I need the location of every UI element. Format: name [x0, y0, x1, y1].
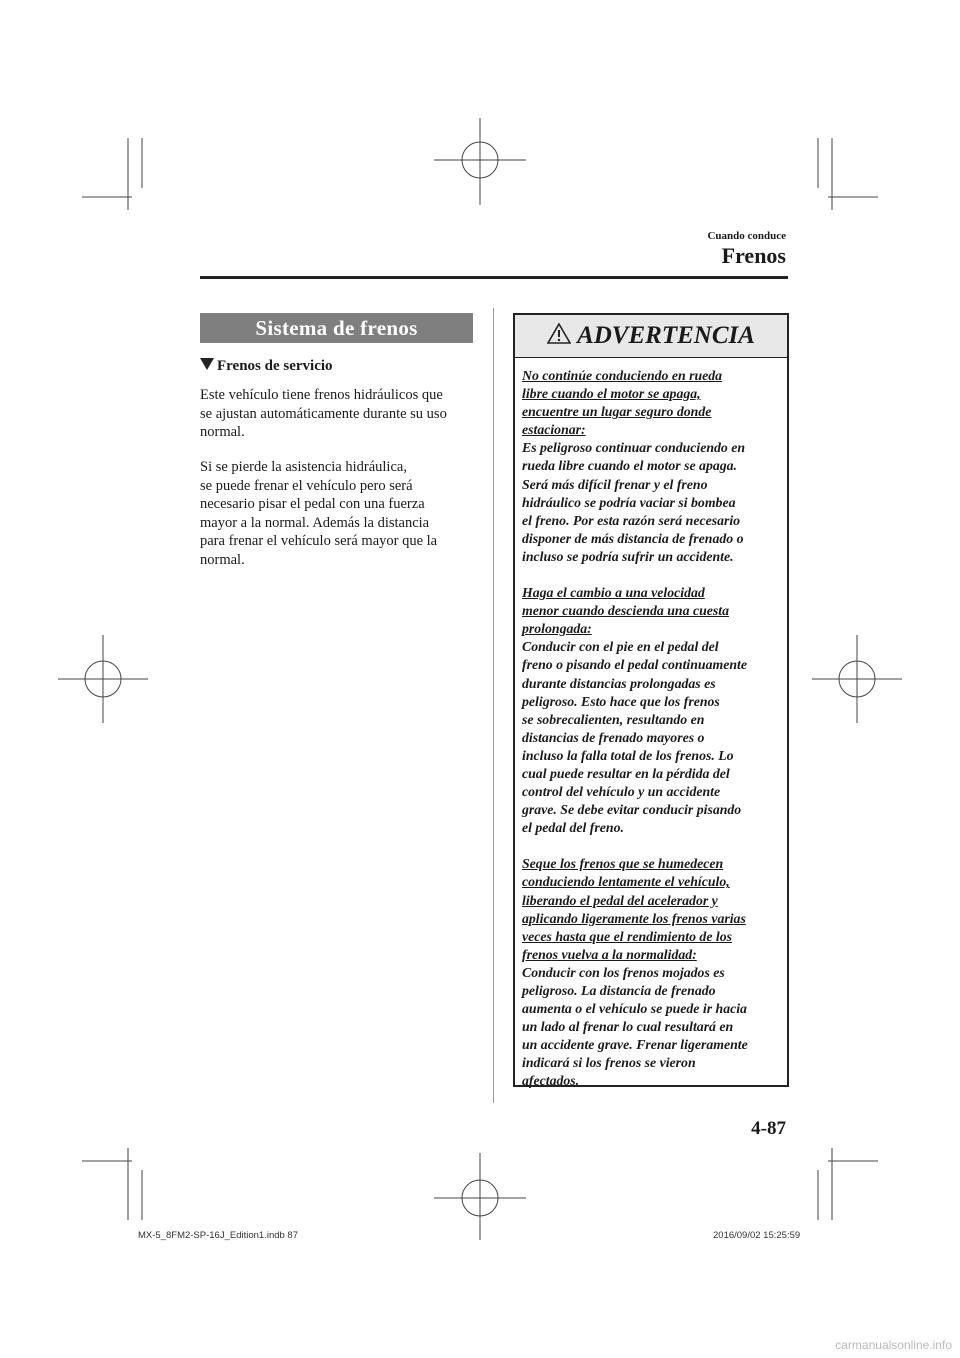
- header-rule: [200, 276, 788, 279]
- warning-text-2: Conducir con el pie en el pedal del freno o pisando el pedal continuamente durante distancias prolongadas es peligroso. Esto hace que los frenos se sobrecalienten, resultando en distancias de frenado mayores o incluso la falla total de los frenos. Lo cual puede resultar en la pérdida del control del vehículo y un accidente grave. Se debe evitar conducir pisando el pedal del freno.: [522, 639, 747, 836]
- header-chapter: Frenos: [721, 243, 786, 268]
- watermark: carmanualsonline.info: [835, 1338, 952, 1352]
- footer-timestamp: 2016/09/02 15:25:59: [713, 1230, 801, 1241]
- page-number: 4-87: [751, 1118, 786, 1139]
- warning-text-3: Conducir con los frenos mojados es peligroso. La distancia de frenado aumenta o el vehículo se puede ir hacia un lado al frenar lo cual resultará en un accidente grave. Frenar ligeramente indicará si los frenos se vieron afectados.: [522, 964, 748, 1089]
- warning-title: ADVERTENCIA: [577, 322, 755, 349]
- subheading: [200, 358, 333, 375]
- warning-heading-1: No continúe conduciendo en rueda libre cuando el motor se apaga, encuentre un lugar seguro donde estacionar:: [522, 368, 723, 438]
- column-divider: [493, 308, 494, 1103]
- header-section: Cuando conduce: [707, 230, 786, 242]
- paragraph-1: Este vehículo tiene frenos hidráulicos que se ajustan automáticamente durante su uso normal.: [200, 387, 447, 440]
- warning-body: [522, 367, 784, 1091]
- section-title: Sistema de frenos: [200, 313, 473, 343]
- warning-triangle-icon: [547, 323, 571, 344]
- triangle-bullet-icon: [200, 358, 214, 370]
- paragraph-2: Si se pierde la asistencia hidráulica, se puede frenar el vehículo pero será necesario pisar el pedal con una fuerza mayor a la normal. Además la distancia para frenar el vehículo será mayor que la normal.: [200, 459, 438, 568]
- warning-heading-3: Seque los frenos que se humedecen conduciendo lentamente el vehículo, liberando el pedal del acelerador y aplicando ligeramente los frenos varias veces hasta que el rendimiento de los frenos vuelva a la normalidad:: [522, 856, 746, 962]
- warning-header: [515, 315, 787, 358]
- footer-file: MX-5_8FM2-SP-16J_Edition1.indb 87: [138, 1230, 299, 1241]
- warning-heading-2: Haga el cambio a una velocidad menor cuando descienda una cuesta prolongada:: [522, 585, 729, 637]
- subheading-text: Frenos de servicio: [217, 358, 333, 374]
- warning-text-1: Es peligroso continuar conduciendo en rueda libre cuando el motor se apaga. Será más difícil frenar y el freno hidráulico se podría vaciar si bombea el freno. Por esta razón será necesario disponer de más distancia de frenado o incluso se podría sufrir un accidente.: [522, 440, 746, 564]
